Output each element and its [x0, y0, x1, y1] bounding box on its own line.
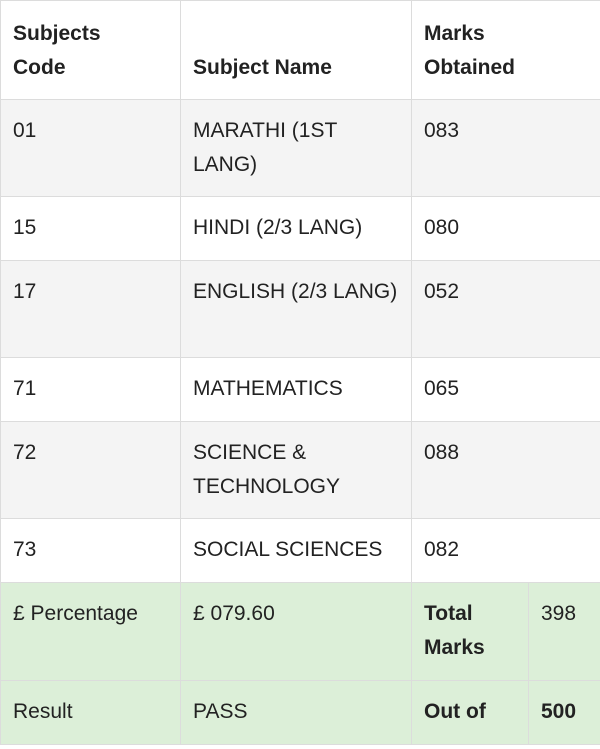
header-subject-code: Subjects Code — [1, 1, 181, 100]
result-value: PASS — [181, 681, 412, 745]
subject-name-cell: ENGLISH (2/3 LANG) — [181, 261, 412, 358]
out-of-value: 500 — [529, 681, 600, 745]
table-header-row — [1, 1, 600, 100]
marks-cell: 082 — [412, 519, 600, 583]
out-of-label: Out of — [412, 681, 529, 745]
marks-cell: 083 — [412, 100, 600, 197]
table-row — [1, 261, 600, 358]
subject-code-cell: 15 — [1, 197, 181, 261]
marks-cell: 065 — [412, 358, 600, 422]
result-label: Result — [1, 681, 181, 745]
table-row — [1, 197, 600, 261]
subject-code-cell: 01 — [1, 100, 181, 197]
marks-cell: 052 — [412, 261, 600, 358]
table-row — [1, 100, 600, 197]
percentage-label: £ Percentage — [1, 583, 181, 681]
table-row — [1, 422, 600, 519]
subject-name-cell: SCIENCE & TECHNOLOGY — [181, 422, 412, 519]
subject-name-cell: MATHEMATICS — [181, 358, 412, 422]
subject-name-cell: MARATHI (1ST LANG) — [181, 100, 412, 197]
subject-code-cell: 73 — [1, 519, 181, 583]
total-marks-value: 398 — [529, 583, 600, 681]
table-row — [1, 519, 600, 583]
percentage-value: £ 079.60 — [181, 583, 412, 681]
header-subject-name: Subject Name — [181, 1, 412, 100]
total-marks-label: Total Marks — [412, 583, 529, 681]
subject-code-cell: 71 — [1, 358, 181, 422]
table-row — [1, 358, 600, 422]
marks-cell: 088 — [412, 422, 600, 519]
subject-name-cell: HINDI (2/3 LANG) — [181, 197, 412, 261]
subject-name-cell: SOCIAL SCIENCES — [181, 519, 412, 583]
subject-code-cell: 17 — [1, 261, 181, 358]
result-row — [1, 681, 600, 745]
percentage-row — [1, 583, 600, 681]
marks-cell: 080 — [412, 197, 600, 261]
subject-code-cell: 72 — [1, 422, 181, 519]
header-marks-obtained: Marks Obtained — [412, 1, 600, 100]
